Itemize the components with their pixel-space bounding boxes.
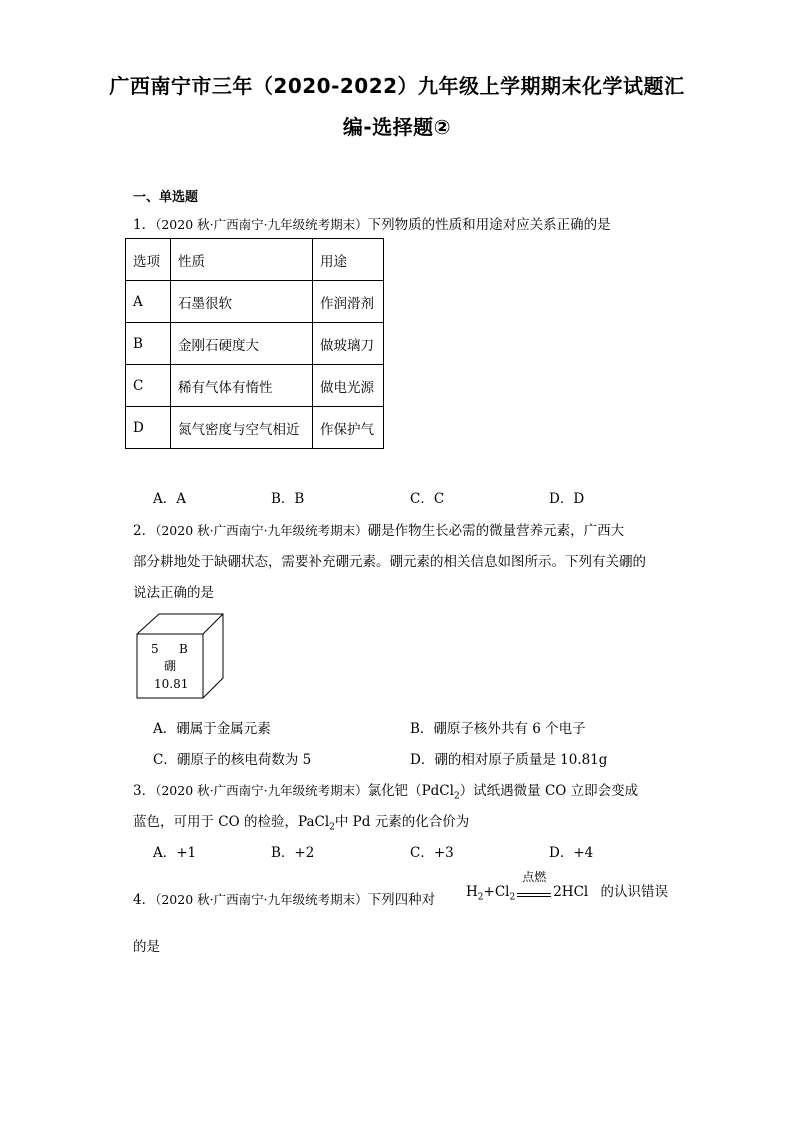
question-text: 的认识错误	[600, 884, 669, 900]
element-cube-figure	[133, 612, 225, 702]
table-header-cell: 用途	[313, 239, 384, 281]
question-source: （2020 秋·广西南宁·九年级统考期末）	[155, 783, 368, 798]
question-1-table	[125, 238, 384, 449]
question-3-stem-line2	[133, 810, 469, 833]
table-row	[126, 323, 384, 365]
option-d[interactable]: D．+4	[549, 845, 594, 861]
table-row	[126, 281, 384, 323]
option-d[interactable]: D．D	[549, 491, 585, 507]
question-source: （2020 秋·广西南宁·九年级统考期末）	[155, 892, 368, 907]
question-text: 蓝色，可用于 CO 的检验，PaCl	[133, 814, 330, 830]
question-1-stem	[133, 213, 611, 233]
table-cell: D	[126, 407, 171, 449]
question-source: （2020 秋·广西南宁·九年级统考期末）	[155, 217, 368, 232]
reaction-condition: 点燃	[522, 869, 547, 884]
table-cell: 做玻璃刀	[313, 323, 384, 365]
section-heading: 一、单选题	[133, 190, 199, 205]
question-source: （2020 秋·广西南宁·九年级统考期末）	[155, 523, 368, 538]
option-a[interactable]: A．A	[153, 491, 186, 507]
table-row	[126, 407, 384, 449]
table-cell: A	[126, 281, 171, 323]
element-symbol: B	[179, 642, 188, 656]
table-cell: 氮气密度与空气相近	[171, 407, 313, 449]
question-3-stem-line1	[133, 779, 638, 802]
table-cell: C	[126, 365, 171, 407]
option-c[interactable]: C．硼原子的核电荷数为 5	[153, 752, 312, 768]
subscript: 2	[477, 892, 484, 903]
option-b[interactable]: B．B	[271, 491, 305, 507]
element-name: 硼	[164, 659, 177, 673]
question-number: 1．	[133, 217, 156, 233]
table-row	[126, 365, 384, 407]
table-cell: B	[126, 323, 171, 365]
chemical-equation	[466, 869, 669, 903]
subscript: 2	[453, 791, 460, 802]
question-4-stem-line1	[133, 888, 435, 908]
option-d[interactable]: D．硼的相对原子质量是 10.81g	[410, 752, 608, 768]
table-cell: 作保护气	[313, 407, 384, 449]
option-c[interactable]: C．+3	[410, 845, 454, 861]
equation-arrow	[517, 869, 551, 897]
option-a[interactable]: A．+1	[153, 845, 197, 861]
table-header-cell: 性质	[171, 239, 313, 281]
atomic-mass: 10.81	[154, 677, 189, 691]
question-number: 2．	[133, 523, 156, 539]
question-text: 中 Pd 元素的化合价为	[334, 814, 470, 830]
option-c[interactable]: C．C	[410, 491, 445, 507]
page-title-line2: 编-选择题②	[342, 115, 452, 139]
table-header-cell: 选项	[126, 239, 171, 281]
table-cell: 稀有气体有惰性	[171, 365, 313, 407]
table-cell: 做电光源	[313, 365, 384, 407]
question-text: 硼是作物生长必需的微量营养元素，广西大	[367, 523, 625, 539]
option-b[interactable]: B．+2	[271, 845, 315, 861]
question-2-stem-line1	[133, 519, 624, 539]
page-title-line1: 广西南宁市三年（2020-2022）九年级上学期期末化学试题汇	[109, 74, 685, 98]
question-text: 下列四种对	[367, 892, 436, 908]
equation-reactant: +Cl	[483, 884, 510, 900]
subscript: 2	[509, 892, 516, 903]
question-number: 3．	[133, 783, 156, 799]
question-text: 氯化钯（PdCl	[367, 783, 454, 799]
question-4-stem-line2: 的是	[133, 939, 160, 955]
table-header-row	[126, 239, 384, 281]
equation-reactant: H	[466, 884, 478, 900]
subscript: 2	[329, 822, 335, 833]
atomic-number: 5	[151, 642, 159, 656]
table-cell: 作润滑剂	[313, 281, 384, 323]
table-cell: 石墨很软	[171, 281, 313, 323]
question-text: ）试纸遇微量 CO 立即会变成	[459, 783, 639, 799]
equation-product: 2HCl	[553, 884, 589, 900]
question-2-stem-line3: 说法正确的是	[133, 585, 214, 601]
option-a[interactable]: A．硼属于金属元素	[153, 721, 271, 737]
question-2-stem-line2: 部分耕地处于缺硼状态，需要补充硼元素。硼元素的相关信息如图所示。下列有关硼的	[133, 554, 646, 570]
question-text: 下列物质的性质和用途对应关系正确的是	[367, 217, 611, 233]
question-number: 4．	[133, 892, 156, 908]
table-cell: 金刚石硬度大	[171, 323, 313, 365]
option-b[interactable]: B．硼原子核外共有 6 个电子	[410, 721, 586, 737]
